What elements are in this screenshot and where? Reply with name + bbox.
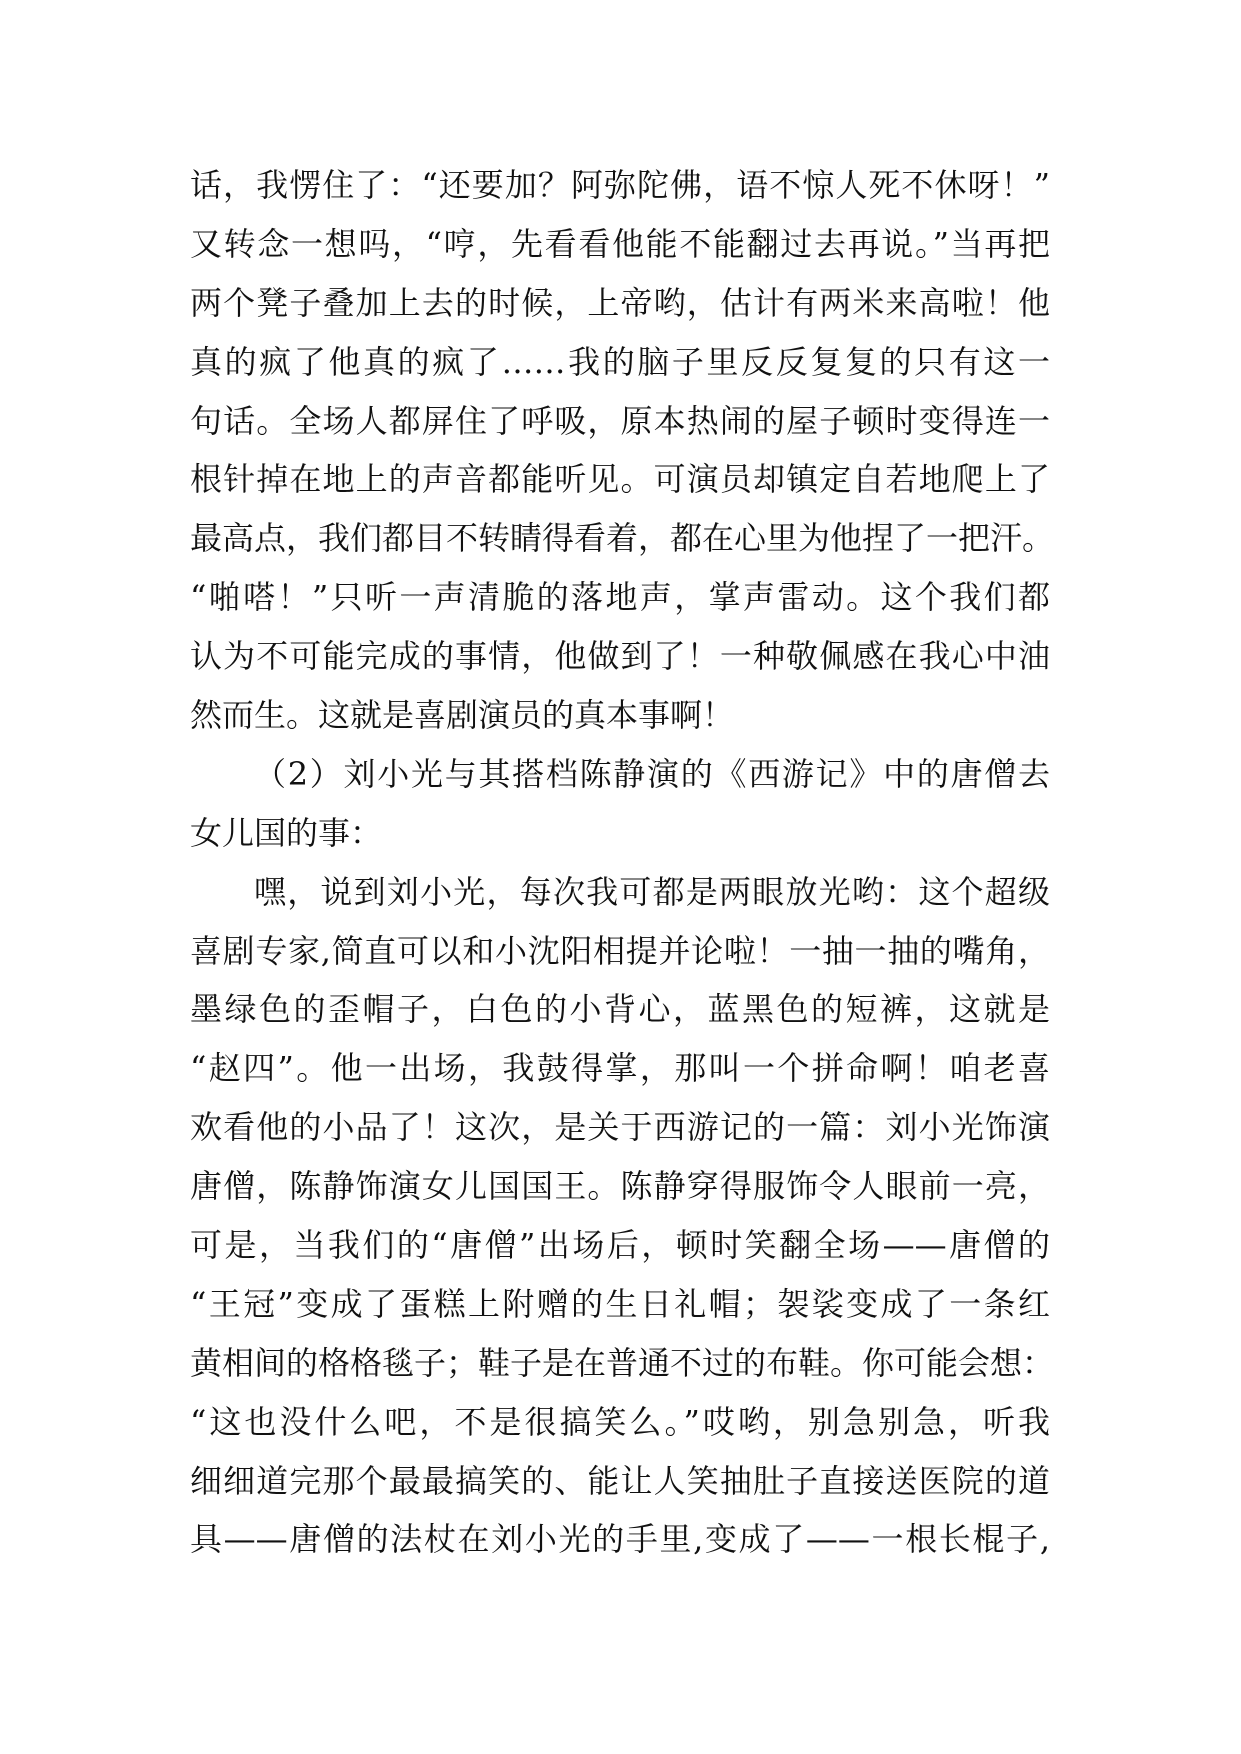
text-line: 又转念一想吗，“哼，先看看他能不能翻过去再说。”当再把 — [190, 224, 1050, 263]
text-line: （2）刘小光与其搭档陈静演的《西游记》中的唐僧去 — [254, 754, 1050, 793]
text-line: 最高点，我们都目不转睛得看着，都在心里为他捏了一把汗。 — [190, 519, 1055, 558]
text-line: “啪嗒！”只听一声清脆的落地声，掌声雷动。这个我们都 — [190, 578, 1050, 617]
text-line: 欢看他的小品了！这次，是关于西游记的一篇：刘小光饰演 — [190, 1108, 1050, 1147]
text-line: 墨绿色的歪帽子，白色的小背心，蓝黑色的短裤，这就是 — [190, 990, 1050, 1029]
text-line: 认为不可能完成的事情，他做到了！一种敬佩感在我心中油 — [190, 637, 1050, 676]
text-line: “赵四”。他一出场，我鼓得掌，那叫一个拼命啊！咱老喜 — [190, 1049, 1050, 1088]
body-text — [190, 156, 1055, 1569]
text-line: “这也没什么吧，不是很搞笑么。”哎哟，别急别急，听我 — [190, 1402, 1050, 1441]
text-line: 唐僧，陈静饰演女儿国国王。陈静穿得服饰令人眼前一亮， — [190, 1167, 1050, 1206]
text-line: 然而生。这就是喜剧演员的真本事啊！ — [190, 696, 735, 735]
text-line: 可是，当我们的“唐僧”出场后，顿时笑翻全场——唐僧的 — [190, 1226, 1050, 1265]
text-line: 细细道完那个最最搞笑的、能让人笑抽肚子直接送医院的道 — [190, 1461, 1050, 1500]
text-line: 两个凳子叠加上去的时候，上帝哟，估计有两米来高啦！他 — [190, 283, 1050, 322]
text-line: 话，我愣住了：“还要加？阿弥陀佛，语不惊人死不休呀！” — [190, 166, 1050, 204]
text-line: 句话。全场人都屏住了呼吸，原本热闹的屋子顿时变得连一 — [190, 401, 1050, 440]
text-line: 嘿，说到刘小光，每次我可都是两眼放光哟：这个超级 — [254, 872, 1050, 911]
text-line: 具——唐僧的法杖在刘小光的手里,变成了——一根长棍子, — [190, 1520, 1050, 1559]
text-line: 根针掉在地上的声音都能听见。可演员却镇定自若地爬上了 — [190, 460, 1050, 499]
text-line: 喜剧专家,简直可以和小沈阳相提并论啦！一抽一抽的嘴角， — [190, 931, 1050, 970]
text-line: 黄相间的格格毯子；鞋子是在普通不过的布鞋。你可能会想： — [190, 1343, 1055, 1382]
text-line: “王冠”变成了蛋糕上附赠的生日礼帽；袈裟变成了一条红 — [190, 1284, 1050, 1323]
text-line: 真的疯了他真的疯了……我的脑子里反反复复的只有这一 — [190, 342, 1050, 381]
text-line: 女儿国的事： — [190, 813, 383, 852]
